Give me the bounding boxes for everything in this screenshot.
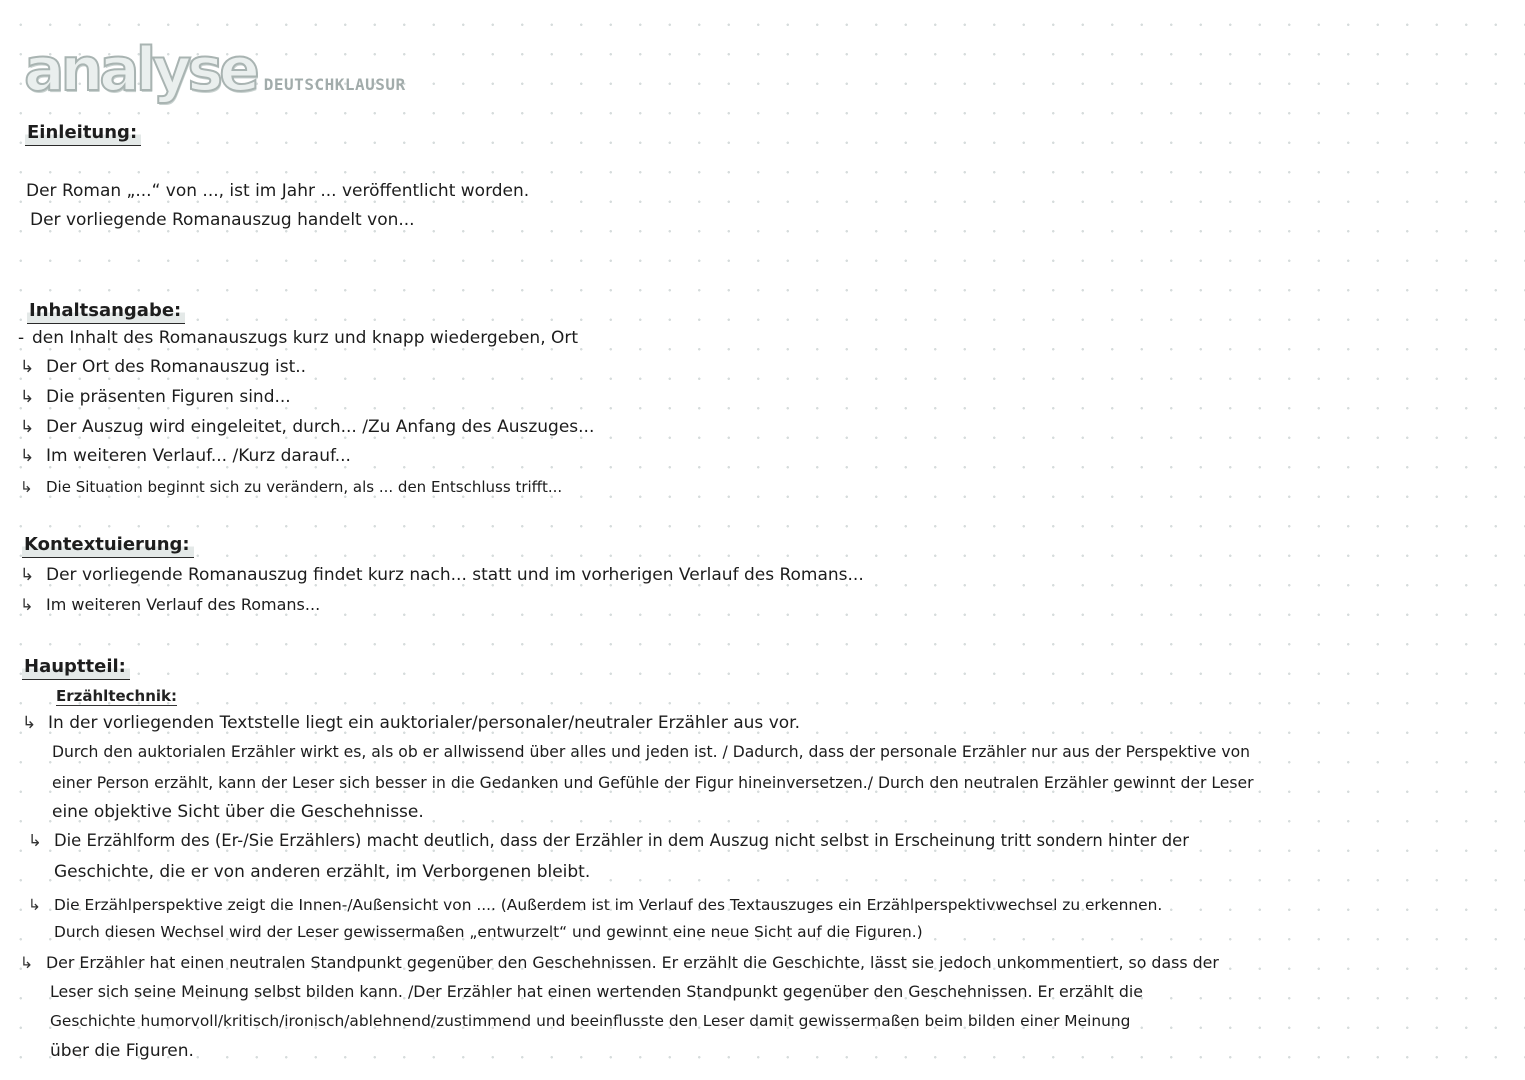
hauptteil-p2-line-2: Geschichte, die er von anderen erzählt, im Verborgenen bleibt. [54, 862, 591, 882]
list-item [20, 445, 351, 467]
list-item [20, 356, 306, 378]
hauptteil-p1-line-4: eine objektive Sicht über die Geschehnisse. [52, 802, 424, 822]
hauptteil-p1-line-1: In der vorliegenden Textstelle liegt ein auktorialer/personaler/neutraler Erzähler aus vor. [48, 713, 800, 733]
list-item [20, 564, 864, 586]
einleitung-line-2: Der vorliegende Romanauszug handelt von... [30, 210, 415, 230]
list-item [20, 386, 291, 408]
arrow-icon: ↳ [20, 478, 33, 496]
heading-einleitung: Einleitung: [25, 122, 141, 146]
list-item [20, 476, 562, 498]
arrow-icon: ↳ [20, 565, 35, 585]
subheading-erzaehltechnik: Erzähltechnik: [56, 687, 178, 705]
heading-hauptteil: Hauptteil: [22, 656, 130, 680]
page-header [24, 30, 406, 105]
heading-inhaltsangabe: Inhaltsangabe: [27, 300, 185, 324]
dash-bullet: - [18, 328, 25, 348]
arrow-icon: ↳ [22, 713, 37, 733]
bubble-title: analyse [24, 35, 256, 105]
subtitle: DEUTSCHKLAUSUR [263, 75, 406, 94]
hauptteil-p4-line-2: Leser sich seine Meinung selbst bilden kann. /Der Erzähler hat einen wertenden Standpunkt gegenüber den Geschehnissen. Er erzählt die [50, 982, 1143, 1001]
hauptteil-p3-line-1: Die Erzählperspektive zeigt die Innen-/Außensicht von .... (Außerdem ist im Verlauf des Textauszuges ein Erzählperspektivwechsel zu erkennen. [54, 896, 1163, 914]
hauptteil-p1-line-3: einer Person erzählt, kann der Leser sich besser in die Gedanken und Gefühle der Figur hineinversetzen./ Durch den neutralen Erzähler gewinnt der Leser [52, 774, 1254, 792]
arrow-icon: ↳ [20, 417, 35, 437]
list-item [22, 712, 800, 734]
inhaltsangabe-item-2: Die präsenten Figuren sind... [46, 387, 291, 407]
hauptteil-p2-line-1: Die Erzählform des (Er-/Sie Erzählers) macht deutlich, dass der Erzähler in dem Auszug nicht selbst in Erscheinung tritt sondern hinter der [54, 831, 1189, 850]
hauptteil-p1-line-2: Durch den auktorialen Erzähler wirkt es, als ob er allwissend über alles und jeden ist. / Dadurch, dass der personale Erzähler nur aus der Perspektive von [52, 743, 1250, 761]
arrow-icon: ↳ [28, 896, 41, 914]
inhaltsangabe-item-5: Die Situation beginnt sich zu verändern, als ... den Entschluss trifft... [46, 478, 563, 496]
arrow-icon: ↳ [20, 387, 35, 407]
list-item [28, 830, 1189, 852]
inhaltsangabe-item-4: Im weiteren Verlauf... /Kurz darauf... [46, 446, 351, 466]
hauptteil-p4-line-1: Der Erzähler hat einen neutralen Standpunkt gegenüber den Geschehnissen. Er erzählt die Geschichte, lässt sie jedoch unkommentiert, so dass der [46, 953, 1219, 972]
arrow-icon: ↳ [28, 831, 42, 850]
list-item [20, 952, 1219, 974]
arrow-icon: ↳ [20, 357, 35, 377]
hauptteil-p4-line-4: über die Figuren. [50, 1041, 194, 1061]
kontextuierung-item-1: Der vorliegende Romanauszug findet kurz nach... statt und im vorherigen Verlauf des Romans... [46, 565, 864, 585]
arrow-icon: ↳ [20, 595, 34, 614]
arrow-icon: ↳ [20, 446, 35, 466]
inhaltsangabe-item-1: Der Ort des Romanauszug ist.. [46, 357, 307, 377]
list-item [28, 894, 1162, 916]
inhaltsangabe-item-3: Der Auszug wird eingeleitet, durch... /Zu Anfang des Auszuges... [46, 417, 595, 437]
list-item [20, 416, 594, 438]
heading-kontextuierung: Kontextuierung: [22, 534, 194, 558]
einleitung-line-1: Der Roman „...“ von ..., ist im Jahr ... veröffentlicht worden. [26, 181, 530, 201]
kontextuierung-item-2: Im weiteren Verlauf des Romans... [46, 595, 321, 614]
inhaltsangabe-intro-text: den Inhalt des Romanauszugs kurz und knapp wiedergeben, Ort [32, 328, 579, 348]
hauptteil-p3-line-2: Durch diesen Wechsel wird der Leser gewissermaßen „entwurzelt“ und gewinnt eine neue Sicht auf die Figuren.) [54, 923, 923, 941]
list-item [20, 594, 320, 616]
inhaltsangabe-intro [18, 327, 578, 349]
hauptteil-p4-line-3: Geschichte humorvoll/kritisch/ironisch/ablehnend/zustimmend und beeinflusste den Leser damit gewissermaßen beim bilden einer Meinung [50, 1012, 1131, 1030]
arrow-icon: ↳ [20, 953, 34, 972]
